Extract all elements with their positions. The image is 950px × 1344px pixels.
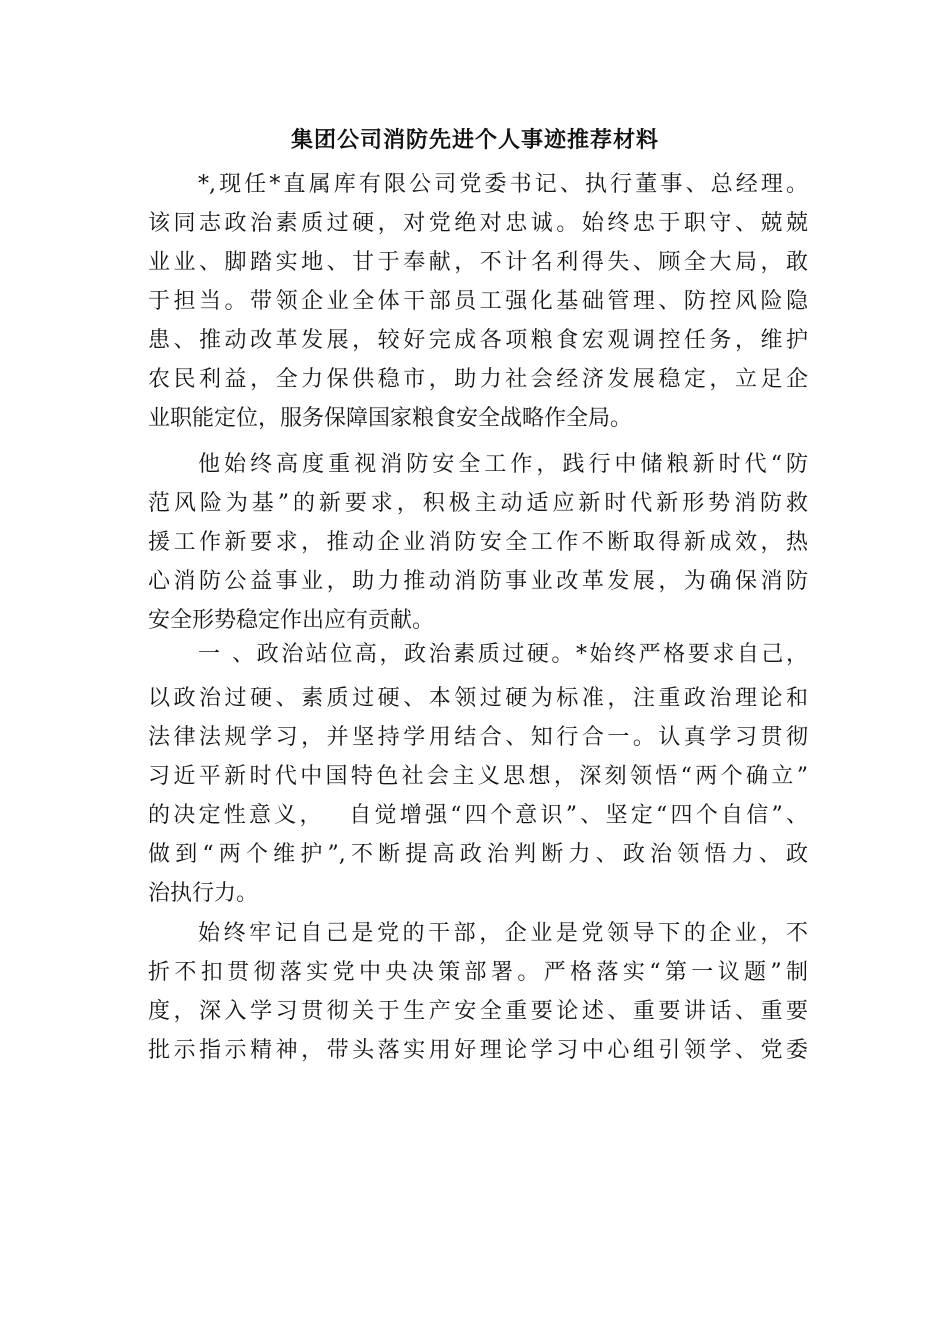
paragraph-line: 批示指示精神，带头落实用好理论学习中心组引领学、党委 xyxy=(148,1038,808,1063)
paragraph-line: 一 、政治站位高，政治素质过硬。*始终严格要求自己， xyxy=(198,642,808,667)
paragraph-line: *,现任*直属库有限公司党委书记、执行董事、总经理。 xyxy=(198,172,808,197)
paragraph-line: 业业、脚踏实地、甘于奉献，不计名利得失、顾全大局，敢 xyxy=(148,250,808,275)
paragraph-line: 的决定性意义， 自觉增强“四个意识”、坚定“四个自信”、 xyxy=(148,803,808,828)
paragraph-line: 安全形势稳定作出应有贡献。 xyxy=(148,608,435,633)
paragraph-line: 做到“两个维护”,不断提高政治判断力、政治领悟力、政 xyxy=(148,842,808,867)
paragraph-line: 该同志政治素质过硬，对党绝对忠诚。始终忠于职守、兢兢 xyxy=(148,211,808,236)
paragraph-line: 心消防公益事业，助力推动消防事业改革发展，为确保消防 xyxy=(148,569,808,594)
paragraph-line: 患、推动改革发展，较好完成各项粮食宏观调控任务，维护 xyxy=(148,328,808,353)
paragraph-line: 治执行力。 xyxy=(148,881,259,906)
paragraph-line: 农民利益，全力保供稳市，助力社会经济发展稳定，立足企 xyxy=(148,367,808,392)
paragraph-line: 业职能定位，服务保障国家粮食安全战略作全局。 xyxy=(148,406,633,431)
paragraph-line: 法律法规学习，并坚持学用结合、知行合一。认真学习贯彻 xyxy=(148,725,808,750)
paragraph-line: 援工作新要求，推动企业消防安全工作不断取得新成效，热 xyxy=(148,530,808,555)
paragraph-line: 于担当。带领企业全体干部员工强化基础管理、防控风险隐 xyxy=(148,289,808,314)
paragraph-line: 折不扣贯彻落实党中央决策部署。严格落实“第一议题”制 xyxy=(148,960,808,985)
paragraph-line: 习近平新时代中国特色社会主义思想，深刻领悟“两个确立” xyxy=(148,764,808,789)
paragraph-line: 范风险为基”的新要求，积极主动适应新时代新形势消防救 xyxy=(148,491,808,516)
document-title: 集团公司消防先进个人事迹推荐材料 xyxy=(290,128,659,153)
paragraph-line: 始终牢记自己是党的干部，企业是党领导下的企业，不 xyxy=(198,921,808,946)
paragraph-line: 度，深入学习贯彻关于生产安全重要论述、重要讲话、重要 xyxy=(148,999,808,1024)
paragraph-line: 以政治过硬、素质过硬、本领过硬为标准，注重政治理论和 xyxy=(148,686,808,711)
paragraph-line: 他始终高度重视消防安全工作，践行中储粮新时代“防 xyxy=(198,452,808,477)
